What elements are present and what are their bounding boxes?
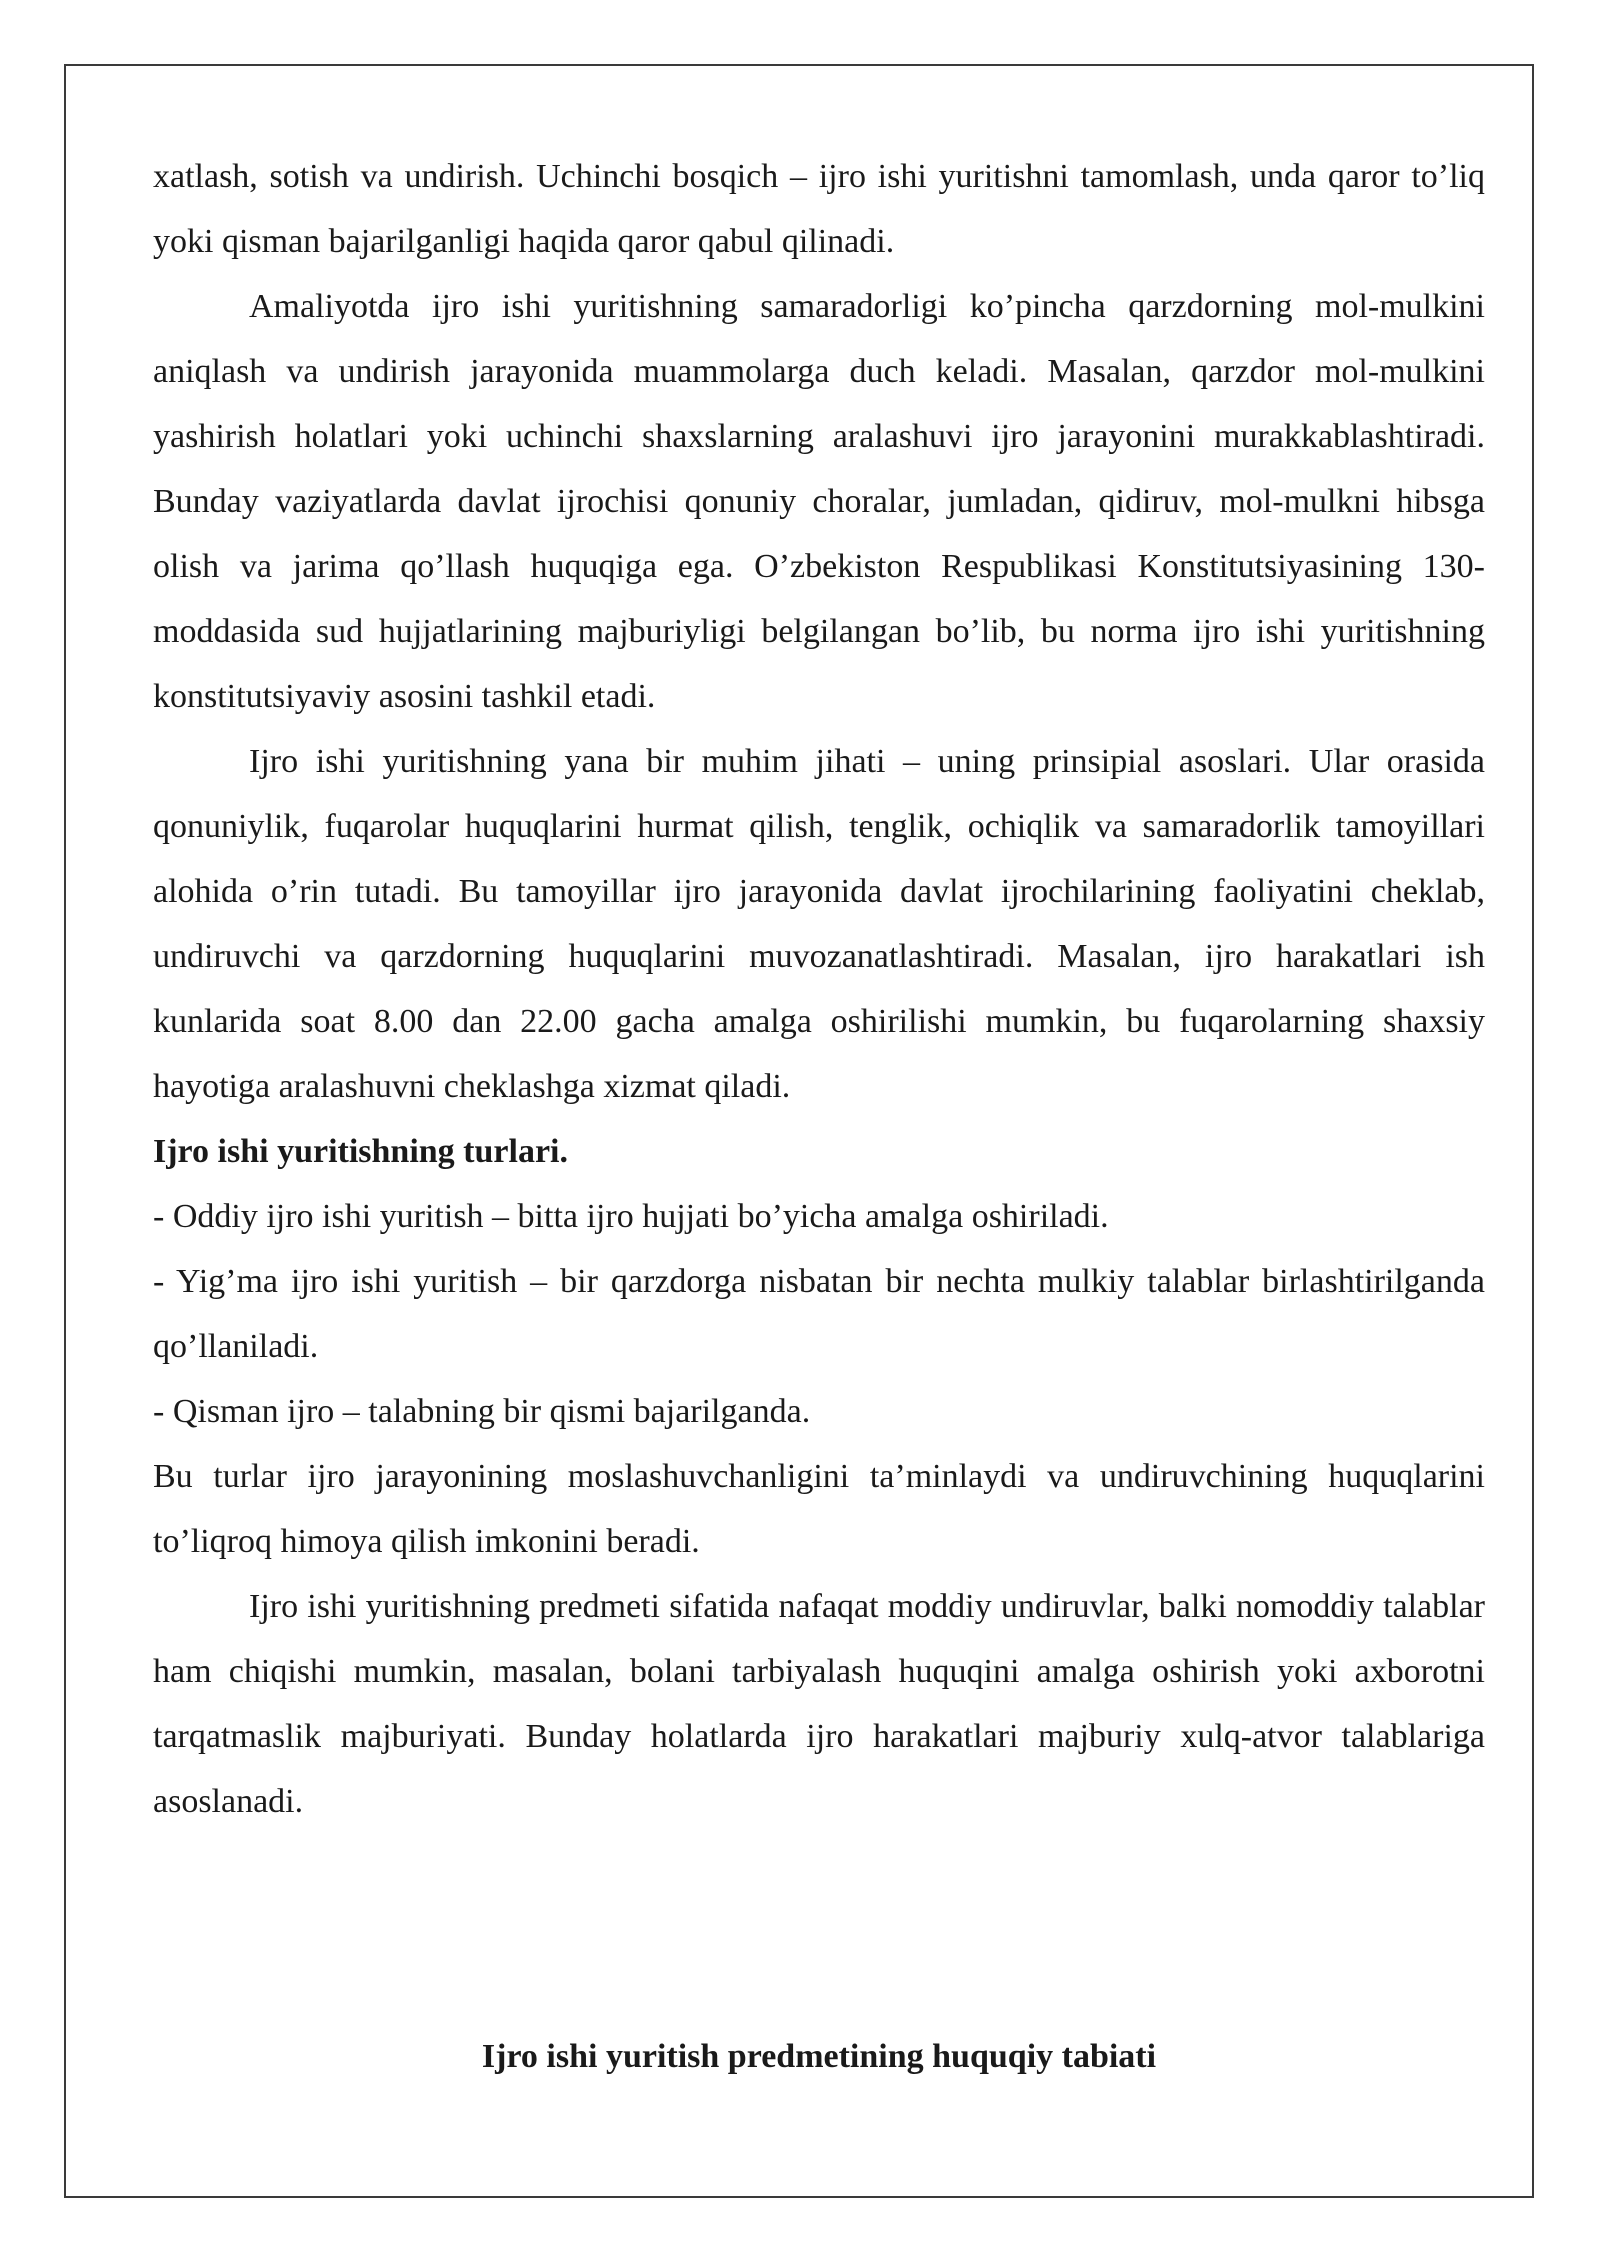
paragraph-practice: Amaliyotda ijro ishi yuritishning samaradorligi ko’pincha qarzdorning mol-mulkini aniqlash va undirish jarayonida muammolarga duch keladi. Masalan, qarzdor mol-mulkini yashirish holatlari yoki uchinchi shaxslarning aralashuvi ijro jarayonini murakkablashtiradi. Bunday vaziyatlarda davlat ijrochisi qonuniy choralar, jumladan, qidiruv, mol-mulkni hibsga olish va jarima qo’llash huquqiga ega. O’zbekiston Respublikasi Konstitutsiyasining 130-moddasida sud hujjatlarining majburiyligi belgilangan bo’lib, bu norma ijro ishi yuritishning konstitutsiyaviy asosini tashkil etadi. bbox=[153, 288, 1485, 715]
section-title: Ijro ishi yuritish predmetining huquqiy tabiati bbox=[481, 2038, 1157, 2075]
paragraph-principles: Ijro ishi yuritishning yana bir muhim jihati – uning prinsipial asoslari. Ular orasida qonuniylik, fuqarolar huquqlarini hurmat qilish, tenglik, ochiqlik va samaradorlik tamoyillari alohida o’rin tutadi. Bu tamoyillar ijro jarayonida davlat ijrochilarining faoliyatini cheklab, undiruvchi va qarzdorning huquqlarini muvozanatlashtiradi. Masalan, ijro harakatlari ish kunlarida soat 8.00 dan 22.00 gacha amalga oshirilishi mumkin, bu fuqarolarning shaxsiy hayotiga aralashuvni cheklashga xizmat qiladi. bbox=[153, 743, 1485, 1105]
list-item-combined: - Yig’ma ijro ishi yuritish – bir qarzdorga nisbatan bir nechta mulkiy talablar birlashtirilganda qo’llaniladi. bbox=[153, 1263, 1485, 1365]
list-item-partial: - Qisman ijro – talabning bir qismi bajarilganda. bbox=[153, 1393, 811, 1430]
document-body bbox=[153, 144, 1485, 1834]
subheading-types: Ijro ishi yuritishning turlari. bbox=[153, 1133, 568, 1170]
list-item-simple: - Oddiy ijro ishi yuritish – bitta ijro hujjati bo’yicha amalga oshiriladi. bbox=[153, 1198, 1109, 1235]
paragraph-continuation: xatlash, sotish va undirish. Uchinchi bosqich – ijro ishi yuritishni tamomlash, unda qaror to’liq yoki qisman bajarilganligi haqida qaror qabul qilinadi. bbox=[153, 158, 1485, 260]
paragraph-types-summary: Bu turlar ijro jarayonining moslashuvchanligini ta’minlaydi va undiruvchining huquqlarini to’liqroq himoya qilish imkonini beradi. bbox=[153, 1458, 1485, 1560]
paragraph-subject: Ijro ishi yuritishning predmeti sifatida nafaqat moddiy undiruvlar, balki nomoddiy talablar ham chiqishi mumkin, masalan, bolani tarbiyalash huquqini amalga oshirish yoki axborotni tarqatmaslik majburiyati. Bunday holatlarda ijro harakatlari majburiy xulq-atvor talablariga asoslanadi. bbox=[153, 1588, 1485, 1820]
